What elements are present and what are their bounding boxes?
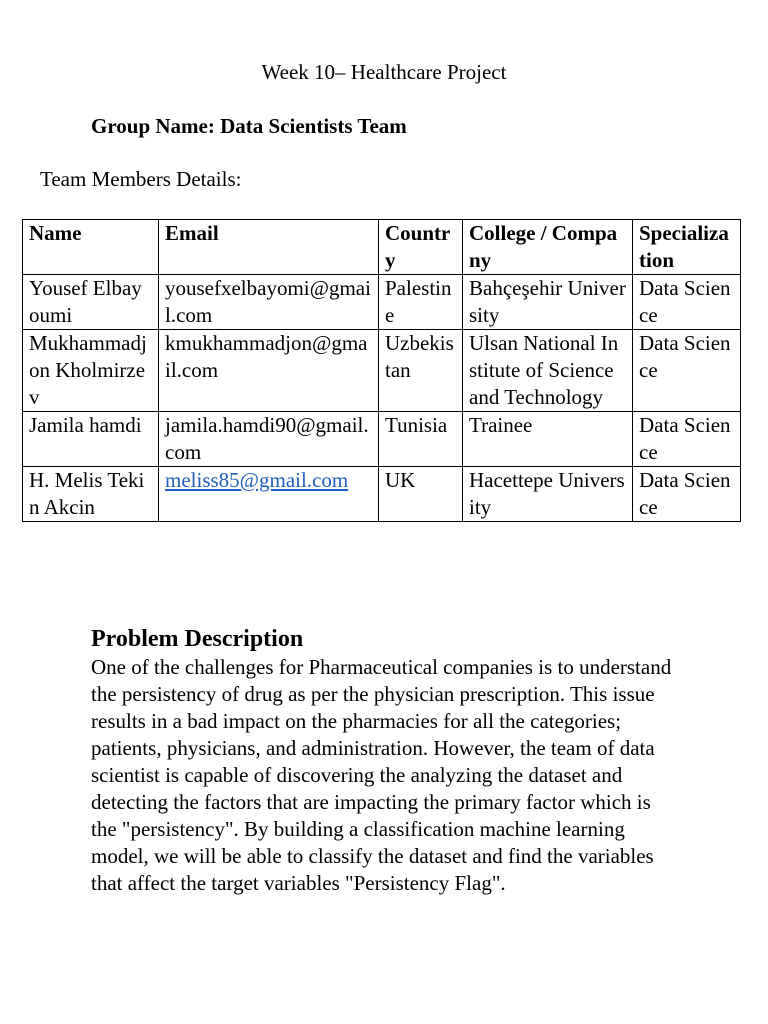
team-members-table <box>22 219 741 522</box>
cell-name: Jamila hamdi <box>23 412 159 467</box>
table-row <box>23 412 741 467</box>
cell-email: yousefxelbayomi@gmail.com <box>159 275 379 330</box>
cell-country: UK <box>379 467 463 522</box>
document-title: Week 10– Healthcare Project <box>261 60 507 84</box>
header-country: Country <box>379 220 463 275</box>
cell-specialization: Data Science <box>633 275 741 330</box>
group-name: Group Name: Data Scientists Team <box>91 114 407 138</box>
cell-specialization: Data Science <box>633 412 741 467</box>
cell-country: Uzbekistan <box>379 330 463 412</box>
cell-college: Hacettepe University <box>463 467 633 522</box>
table-header-row <box>23 220 741 275</box>
cell-email <box>159 467 379 522</box>
cell-specialization: Data Science <box>633 467 741 522</box>
cell-college: Bahçeşehir University <box>463 275 633 330</box>
cell-specialization: Data Science <box>633 330 741 412</box>
cell-country: Tunisia <box>379 412 463 467</box>
header-specialization: Specialization <box>633 220 741 275</box>
cell-college: Trainee <box>463 412 633 467</box>
cell-name: H. Melis Tekin Akcin <box>23 467 159 522</box>
cell-email: kmukhammadjon@gmail.com <box>159 330 379 412</box>
table-row <box>23 275 741 330</box>
header-email: Email <box>159 220 379 275</box>
table-row <box>23 330 741 412</box>
header-name: Name <box>23 220 159 275</box>
problem-description: One of the challenges for Pharmaceutical companies is to understand the persistency of drug as per the physician prescription. This issue results in a bad impact on the pharmacies for all the categories; patients, physicians, and administration. However, the team of data scientist is capable of discovering the analyzing the dataset and detecting the factors that are impacting the primary factor which is the "persistency". By building a classification machine learning model, we will be able to classify the dataset and find the variables that affect the target variables "Persistency Flag". <box>91 655 672 895</box>
cell-country: Palestine <box>379 275 463 330</box>
email-link[interactable]: meliss85@gmail.com <box>165 468 349 492</box>
problem-heading: Problem Description <box>91 626 304 652</box>
cell-email: jamila.hamdi90@gmail.com <box>159 412 379 467</box>
table-row <box>23 467 741 522</box>
header-college: College / Company <box>463 220 633 275</box>
team-members-label: Team Members Details: <box>40 167 242 191</box>
cell-name: Yousef Elbayoumi <box>23 275 159 330</box>
cell-name: Mukhammadjon Kholmirzev <box>23 330 159 412</box>
cell-college: Ulsan National Institute of Science and Technology <box>463 330 633 412</box>
